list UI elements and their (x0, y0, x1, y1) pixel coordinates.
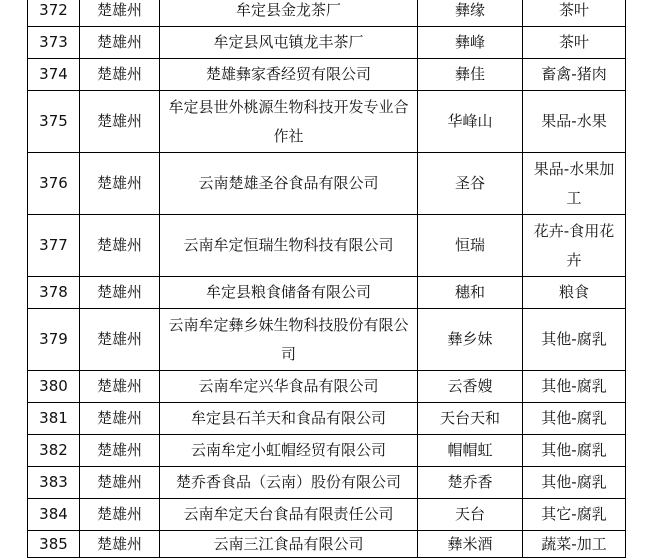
brand-cell: 圣谷 (418, 153, 523, 215)
category-cell: 畜禽-猪肉 (523, 59, 626, 91)
company-cell: 云南三江食品有限公司 (160, 531, 418, 558)
company-cell: 云南楚雄圣谷食品有限公司 (160, 153, 418, 215)
brand-cell: 穗和 (418, 277, 523, 309)
table-row (28, 531, 626, 558)
category-cell: 果品-水果加工 (523, 153, 626, 215)
row-number-cell: 377 (28, 215, 80, 277)
company-cell: 牟定县世外桃源生物科技开发专业合作社 (160, 91, 418, 153)
company-cell: 云南牟定彝乡妹生物科技股份有限公司 (160, 309, 418, 371)
table-row (28, 467, 626, 499)
table-row (28, 277, 626, 309)
region-cell: 楚雄州 (80, 153, 160, 215)
row-number-cell: 381 (28, 403, 80, 435)
enterprise-brand-table (27, 0, 626, 558)
category-cell: 其他-腐乳 (523, 435, 626, 467)
company-cell: 牟定县金龙茶厂 (160, 0, 418, 27)
table-row (28, 435, 626, 467)
company-cell: 牟定县石羊天和食品有限公司 (160, 403, 418, 435)
row-number-cell: 383 (28, 467, 80, 499)
region-cell: 楚雄州 (80, 309, 160, 371)
company-cell: 云南牟定天台食品有限责任公司 (160, 499, 418, 531)
region-cell: 楚雄州 (80, 403, 160, 435)
category-cell: 其他-腐乳 (523, 467, 626, 499)
table-row (28, 309, 626, 371)
region-cell: 楚雄州 (80, 499, 160, 531)
brand-cell: 彝缘 (418, 0, 523, 27)
row-number-cell: 375 (28, 91, 80, 153)
row-number-cell: 373 (28, 27, 80, 59)
brand-cell: 天台天和 (418, 403, 523, 435)
company-cell: 楚雄彝家香经贸有限公司 (160, 59, 418, 91)
brand-cell: 华峰山 (418, 91, 523, 153)
category-cell: 蔬菜-加工 (523, 531, 626, 558)
brand-cell: 彝米酒 (418, 531, 523, 558)
region-cell: 楚雄州 (80, 0, 160, 27)
row-number-cell: 374 (28, 59, 80, 91)
category-cell: 其他-腐乳 (523, 309, 626, 371)
table-row (28, 371, 626, 403)
row-number-cell: 376 (28, 153, 80, 215)
row-number-cell: 385 (28, 531, 80, 558)
brand-cell: 云香嫂 (418, 371, 523, 403)
category-cell: 其他-腐乳 (523, 403, 626, 435)
table-row (28, 59, 626, 91)
brand-cell: 楚乔香 (418, 467, 523, 499)
category-cell: 其它-腐乳 (523, 499, 626, 531)
category-cell: 茶叶 (523, 27, 626, 59)
table-row (28, 403, 626, 435)
company-cell: 楚乔香食品（云南）股份有限公司 (160, 467, 418, 499)
brand-cell: 帽帽虹 (418, 435, 523, 467)
row-number-cell: 380 (28, 371, 80, 403)
row-number-cell: 379 (28, 309, 80, 371)
company-cell: 云南牟定小虹帽经贸有限公司 (160, 435, 418, 467)
brand-cell: 彝佳 (418, 59, 523, 91)
category-cell: 粮食 (523, 277, 626, 309)
table-row (28, 499, 626, 531)
brand-cell: 恒瑞 (418, 215, 523, 277)
row-number-cell: 372 (28, 0, 80, 27)
brand-cell: 彝峰 (418, 27, 523, 59)
brand-cell: 彝乡妹 (418, 309, 523, 371)
region-cell: 楚雄州 (80, 91, 160, 153)
table-row (28, 91, 626, 153)
category-cell: 茶叶 (523, 0, 626, 27)
region-cell: 楚雄州 (80, 435, 160, 467)
region-cell: 楚雄州 (80, 467, 160, 499)
table-row (28, 27, 626, 59)
row-number-cell: 378 (28, 277, 80, 309)
region-cell: 楚雄州 (80, 531, 160, 558)
row-number-cell: 384 (28, 499, 80, 531)
row-number-cell: 382 (28, 435, 80, 467)
region-cell: 楚雄州 (80, 59, 160, 91)
brand-cell: 天台 (418, 499, 523, 531)
region-cell: 楚雄州 (80, 371, 160, 403)
company-cell: 云南牟定兴华食品有限公司 (160, 371, 418, 403)
category-cell: 其他-腐乳 (523, 371, 626, 403)
table-row (28, 0, 626, 27)
region-cell: 楚雄州 (80, 215, 160, 277)
region-cell: 楚雄州 (80, 277, 160, 309)
table-row (28, 153, 626, 215)
region-cell: 楚雄州 (80, 27, 160, 59)
company-cell: 牟定县粮食储备有限公司 (160, 277, 418, 309)
category-cell: 果品-水果 (523, 91, 626, 153)
table-row (28, 215, 626, 277)
company-cell: 云南牟定恒瑞生物科技有限公司 (160, 215, 418, 277)
category-cell: 花卉-食用花卉 (523, 215, 626, 277)
company-cell: 牟定县风屯镇龙丰茶厂 (160, 27, 418, 59)
